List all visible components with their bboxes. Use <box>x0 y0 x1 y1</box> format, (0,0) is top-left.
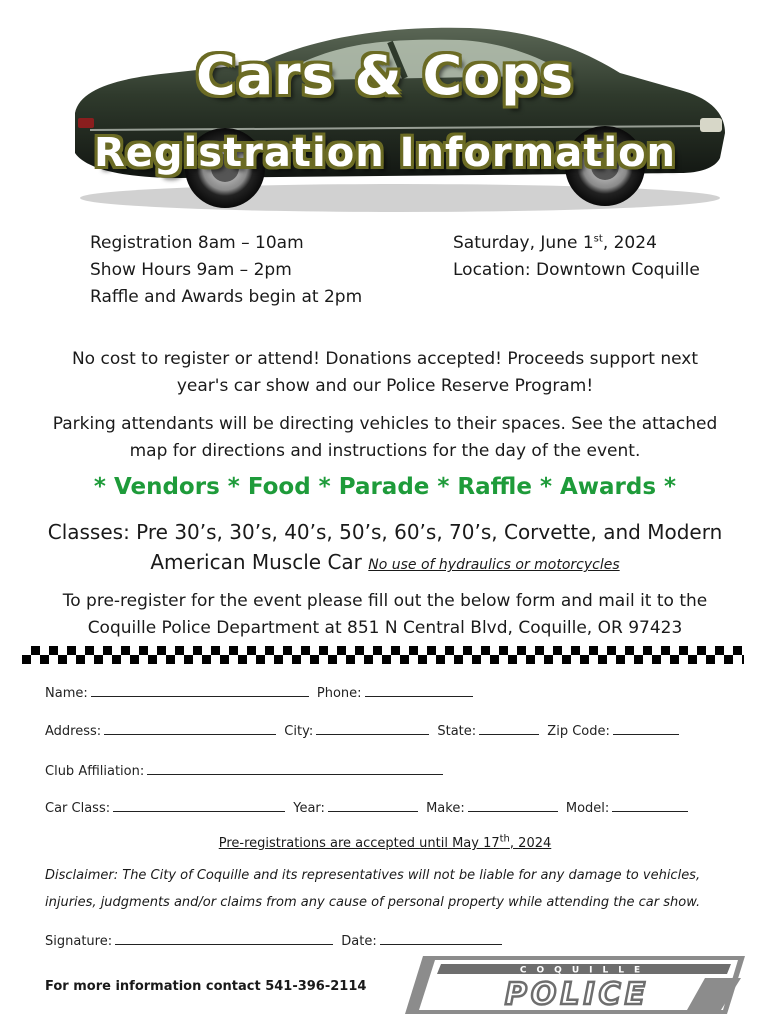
preregistration-deadline <box>0 833 770 851</box>
schedule-date-location <box>453 230 700 284</box>
year-field[interactable] <box>328 799 418 812</box>
club-field[interactable] <box>147 762 443 775</box>
phone-field[interactable] <box>365 684 473 697</box>
parking-line-1: Parking attendants will be directing vehicles to their spaces. See the attached <box>52 414 718 434</box>
logo-police-text: POLICE <box>504 977 650 1012</box>
make-field[interactable] <box>468 799 558 812</box>
show-hours: Show Hours 9am – 2pm <box>90 260 292 280</box>
prereg-line-1: To pre-register for the event please fill out the below form and mail it to the <box>62 591 708 611</box>
features-banner: * Vendors * Food * Parade * Raffle * Awards * <box>93 474 677 500</box>
logo-city-text: COQUILLE <box>519 965 651 976</box>
address-field[interactable] <box>104 722 276 735</box>
signature-label: Signature: <box>45 934 113 949</box>
model-field[interactable] <box>612 799 688 812</box>
name-field[interactable] <box>91 684 309 697</box>
form-row-car <box>45 799 692 816</box>
car-class-label: Car Class: <box>45 801 111 816</box>
event-date-text: Saturday, June 1 <box>453 233 594 253</box>
prereg-deadline-text: Pre-registrations are accepted until May 17 <box>218 836 500 851</box>
name-label: Name: <box>45 686 88 701</box>
preregister-paragraph <box>30 588 740 642</box>
form-row-name-phone <box>45 684 477 701</box>
car-classes <box>20 517 750 580</box>
phone-label: Phone: <box>316 686 362 701</box>
date-field[interactable] <box>380 932 502 945</box>
state-field[interactable] <box>479 722 539 735</box>
schedule-times <box>90 230 362 311</box>
year-label: Year: <box>293 801 325 816</box>
city-label: City: <box>284 724 314 739</box>
raffle-time: Raffle and Awards begin at 2pm <box>90 287 363 307</box>
classes-line-2 <box>20 547 750 580</box>
signature-field[interactable] <box>115 932 333 945</box>
contact-info: For more information contact 541-396-2114 <box>45 979 367 994</box>
zip-label: Zip Code: <box>547 724 610 739</box>
cost-paragraph <box>30 346 740 400</box>
event-location: Location: Downtown Coquille <box>453 260 700 280</box>
event-date-ordinal: st <box>593 233 603 245</box>
event-date <box>453 230 700 257</box>
date-label: Date: <box>341 934 377 949</box>
classes-line-1: Classes: Pre 30’s, 30’s, 40’s, 50’s, 60’s, 70’s, Corvette, and Modern <box>47 520 723 544</box>
form-row-address <box>45 722 683 739</box>
event-date-year: , 2024 <box>602 233 657 253</box>
prereg-deadline-year: , 2024 <box>509 836 552 851</box>
parking-paragraph <box>30 411 740 465</box>
registration-time: Registration 8am – 10am <box>90 233 304 253</box>
police-logo <box>405 956 745 1014</box>
form-row-club <box>45 762 447 779</box>
address-label: Address: <box>45 724 102 739</box>
prereg-deadline-ordinal: th <box>499 833 510 845</box>
cost-line-2: year's car show and our Police Reserve Program! <box>176 376 594 396</box>
make-label: Make: <box>426 801 465 816</box>
parking-line-2: map for directions and instructions for the day of the event. <box>129 441 641 461</box>
checkered-divider <box>22 646 744 664</box>
form-row-signature <box>45 932 506 949</box>
page-subtitle: Registration Information <box>93 130 677 176</box>
page-title: Cars & Cops <box>195 44 575 107</box>
car-class-field[interactable] <box>113 799 285 812</box>
state-label: State: <box>437 724 477 739</box>
cost-line-1: No cost to register or attend! Donations accepted! Proceeds support next <box>71 349 699 369</box>
classes-restriction-note: No use of hydraulics or motorcycles <box>368 557 620 573</box>
classes-line-2-text: American Muscle Car <box>150 550 362 574</box>
prereg-line-2: Coquille Police Department at 851 N Central Blvd, Coquille, OR 97423 <box>87 618 683 638</box>
disclaimer: Disclaimer: The City of Coquille and its representatives will not be liable for any damage to vehicles, injuries, judgments and/or claims from any cause of personal property while attending the car show. <box>45 868 701 910</box>
model-label: Model: <box>565 801 610 816</box>
zip-field[interactable] <box>613 722 679 735</box>
club-label: Club Affiliation: <box>45 764 145 779</box>
city-field[interactable] <box>316 722 429 735</box>
